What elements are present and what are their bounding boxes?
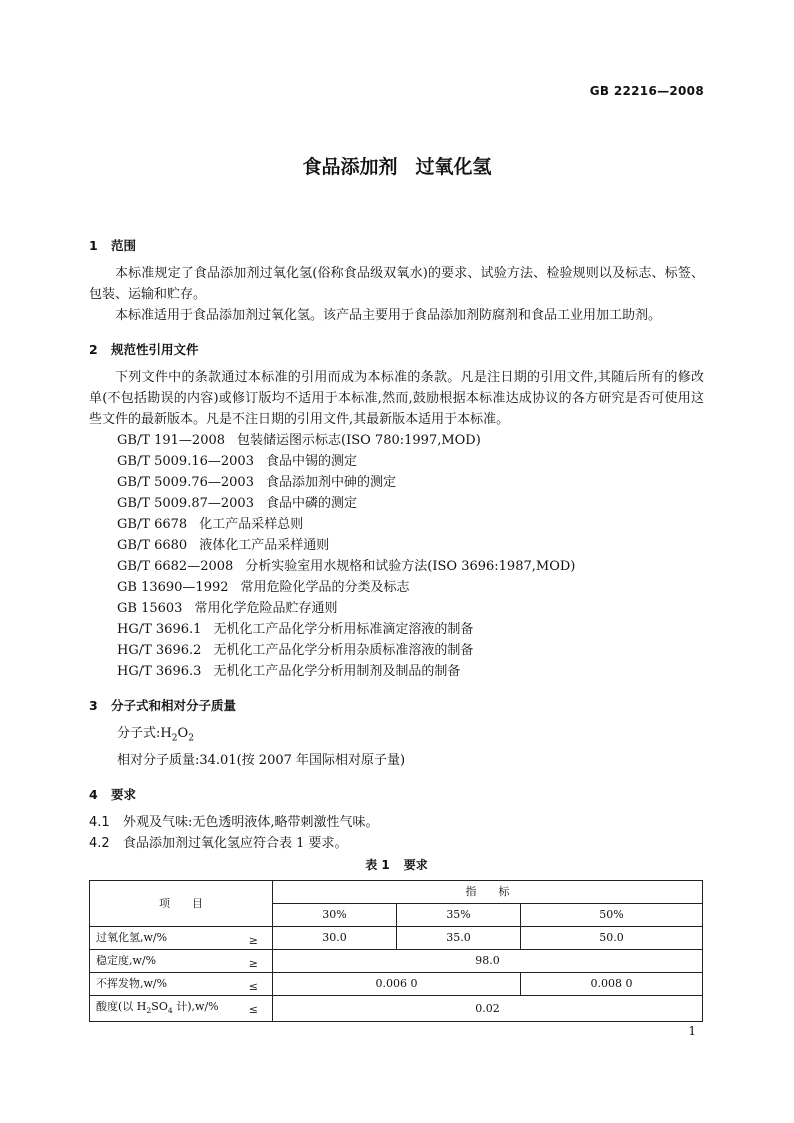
subclause: 4.1 外观及气味:无色透明液体,略带刺激性气味。 <box>89 814 379 830</box>
table-cell: 50.0 <box>521 926 703 949</box>
section-title: 分子式和相对分子质量 <box>111 698 237 713</box>
requirements-table <box>89 880 703 1022</box>
row-label: 不挥发物,w/% ≤ <box>90 972 273 995</box>
row-label: 稳定度,w/% ≥ <box>90 949 273 972</box>
molecular-mass: 相对分子质量:34.01(按 2007 年国际相对原子量) <box>117 752 406 768</box>
reference-item: HG/T 3696.1 无机化工产品化学分析用标准滴定溶液的制备 <box>117 622 474 637</box>
grade-cell: 50% <box>521 903 703 926</box>
reference-item: GB/T 6682—2008 分析实验室用水规格和试验方法(ISO 3696:1987,MOD) <box>117 559 576 574</box>
table-row <box>90 926 703 949</box>
document-title <box>0 152 794 179</box>
subclause: 4.2 食品添加剂过氧化氢应符合表 1 要求。 <box>89 835 348 851</box>
reference-item: GB 15603 常用化学危险品贮存通则 <box>117 601 338 616</box>
section-number: 4 <box>89 786 98 802</box>
table-caption: 表 1 要求 <box>365 857 428 872</box>
section-heading <box>89 339 704 360</box>
row-label: 酸度(以 $H_2SO_4$ 计),w/% ≤ <box>90 995 273 1021</box>
section-title: 要求 <box>111 786 137 802</box>
reference-list <box>89 430 704 682</box>
grade-cell: 30% <box>273 903 397 926</box>
table-cell: 30.0 <box>273 926 397 949</box>
standard-number: GB 22216—2008 <box>589 84 704 98</box>
section-heading <box>89 235 704 256</box>
table-cell: 0.02 <box>273 995 703 1021</box>
section-number: 3 <box>89 698 98 713</box>
section-heading <box>89 784 704 805</box>
reference-item: GB 13690—1992 常用危险化学品的分类及标志 <box>117 580 410 595</box>
reference-item: GB/T 191—2008 包装储运图示标志(ISO 780:1997,MOD) <box>117 433 481 448</box>
paragraph: 本标准规定了食品添加剂过氧化氢(俗称食品级双氧水)的要求、试验方法、检验规则以及标志、标签、包装、运输和贮存。 <box>89 266 704 302</box>
title-part1: 食品添加剂 <box>302 156 398 178</box>
table-cell: 98.0 <box>273 949 703 972</box>
page-number: 1 <box>688 1024 696 1038</box>
table-cell: 35.0 <box>397 926 521 949</box>
reference-item: GB/T 5009.76—2003 食品添加剂中砷的测定 <box>117 475 396 490</box>
table-cell: 0.006 0 <box>273 972 521 995</box>
section-title: 范围 <box>111 238 137 253</box>
table-row <box>90 972 703 995</box>
table-cell: 0.008 0 <box>521 972 703 995</box>
title-part2: 过氧化氢 <box>415 156 492 178</box>
section-number: 1 <box>89 238 98 253</box>
document-body <box>89 222 704 1022</box>
reference-item: GB/T 5009.87—2003 食品中磷的测定 <box>117 496 357 511</box>
reference-item: GB/T 6678 化工产品采样总则 <box>117 517 304 532</box>
section-title: 规范性引用文件 <box>111 342 199 357</box>
table-header-row <box>90 880 703 903</box>
table-row <box>90 995 703 1021</box>
reference-item: HG/T 3696.2 无机化工产品化学分析用杂质标准溶液的制备 <box>117 643 474 658</box>
molecular-formula: 分子式$:H_2O_2$ <box>117 726 194 744</box>
reference-item: GB/T 6680 液体化工产品采样通则 <box>117 538 330 553</box>
table-row <box>90 949 703 972</box>
paragraph: 下列文件中的条款通过本标准的引用而成为本标准的条款。凡是注日期的引用文件,其随后所有的修改单(不包括勘误的内容)或修订版均不适用于本标准,然而,鼓励根据本标准达成协议的各方研究是否可使用这些文件的最新版本。凡是不注日期的引用文件,其最新版本适用于本标准。 <box>89 370 704 427</box>
reference-item: HG/T 3696.3 无机化工产品化学分析用制剂及制品的制备 <box>117 664 461 679</box>
section-number: 2 <box>89 342 98 357</box>
header-index: 指 标 <box>273 880 703 903</box>
section-heading <box>89 695 704 716</box>
grade-cell: 35% <box>397 903 521 926</box>
header-item: 项 目 <box>90 880 273 926</box>
paragraph: 本标准适用于食品添加剂过氧化氢。该产品主要用于食品添加剂防腐剂和食品工业用加工助剂。 <box>115 308 662 323</box>
row-label: 过氧化氢,w/% ≥ <box>90 926 273 949</box>
reference-item: GB/T 5009.16—2003 食品中锡的测定 <box>117 454 357 469</box>
